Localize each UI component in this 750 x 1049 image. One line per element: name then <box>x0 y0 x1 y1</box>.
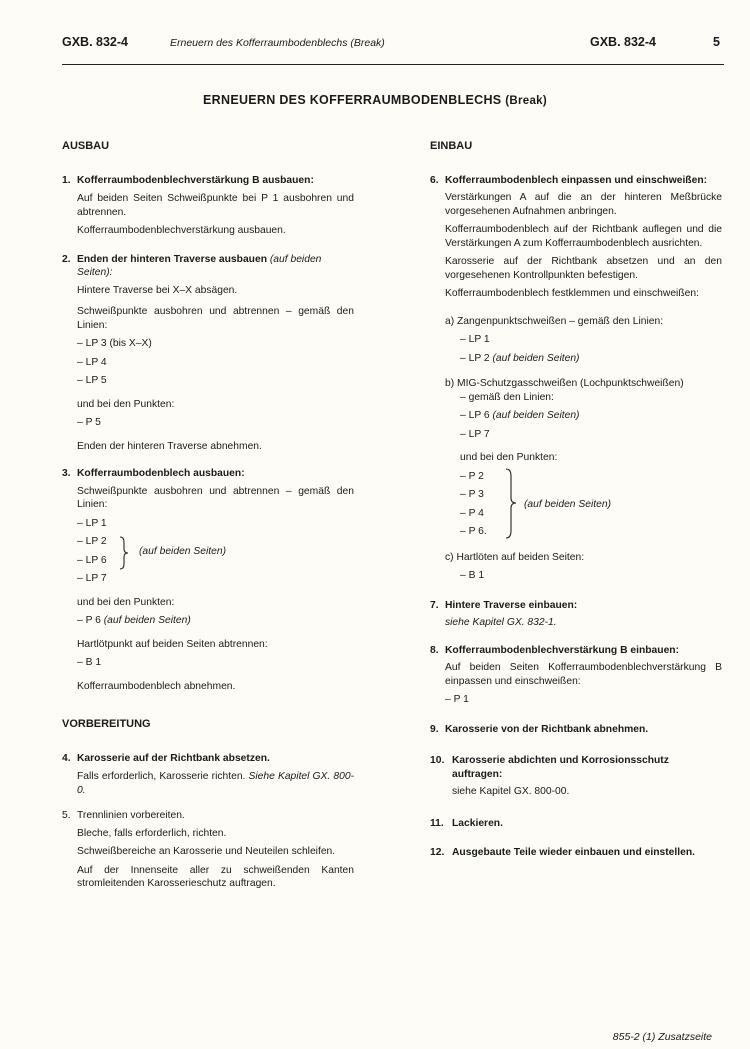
step-12 <box>430 846 722 860</box>
step-heading: Enden der hinteren Traverse ausbauen <box>77 253 267 265</box>
section-heading-ausbau: AUSBAU <box>62 140 110 152</box>
step-text: Bleche, falls erforderlich, richten. <box>77 827 227 839</box>
list-item: – LP 2 <box>460 352 490 364</box>
page-title-suffix: (Break) <box>505 95 547 107</box>
list-item: – LP 1 <box>77 517 107 529</box>
step-heading: Lackieren. <box>452 817 503 829</box>
list-item: – LP 6 <box>77 554 107 566</box>
step-number: 11. <box>430 817 444 829</box>
page-footer: 855-2 (1) Zusatzseite <box>612 1031 712 1043</box>
list-item: – B 1 <box>460 570 485 581</box>
list-item: – LP 7 <box>460 428 490 440</box>
list-item: – LP 3 (bis X–X) <box>77 338 152 349</box>
step-text: und bei den Punkten: <box>77 596 175 608</box>
step-text: Verstärkungen A auf die an der hinteren Meßbrücke vorgesehenen Aufnahmen anbringen. <box>445 192 722 217</box>
step-heading-note: (auf beiden Seiten): <box>77 253 322 278</box>
step-8 <box>430 644 722 707</box>
list-item: – P 5 <box>77 417 101 428</box>
step-number: 5. <box>62 810 71 821</box>
step-text: Enden der hinteren Traverse abnehmen. <box>77 440 262 452</box>
page-title-main: ERNEUERN DES KOFFERRAUMBODENBLECHS <box>203 93 502 107</box>
step-text: Auf der Innenseite aller zu schweißenden Kanten stromleitenden Karosserieschutz auftragen. <box>77 864 354 889</box>
step-text: Hartlötpunkt auf beiden Seiten abtrennen: <box>77 638 268 650</box>
step-2 <box>62 253 354 454</box>
step-text: Falls erforderlich, Karosserie richten. <box>77 771 246 782</box>
step-1 <box>62 174 354 238</box>
step-text: Schweißpunkte ausbohren und abtrennen – gemäß den Linien: <box>77 485 354 510</box>
list-item: – LP 6 <box>460 410 490 421</box>
step-reference: siehe Kapitel GX. 800-00. <box>452 786 570 797</box>
header-code-left: GXB. 832-4 <box>62 35 129 49</box>
step-text: Auf beiden Seiten Schweißpunkte bei P 1 ausbohren und abtrennen. <box>77 193 354 218</box>
header-code-right: GXB. 832-4 <box>590 35 657 49</box>
brace-note: (auf beiden Seiten) <box>524 498 612 510</box>
list-item: – P 1 <box>445 694 469 705</box>
step-7 <box>430 599 722 630</box>
step-heading: Kofferraumbodenblech einpassen und einschweißen: <box>445 174 708 186</box>
step-text: Hintere Traverse bei X–X absägen. <box>77 284 238 296</box>
page-title <box>0 94 750 109</box>
step-number: 4. <box>62 752 71 764</box>
list-item: – LP 7 <box>77 573 107 584</box>
step-text: Auf beiden Seiten Kofferraumbodenblechverstärkung B einpassen und einschweißen: <box>445 662 722 687</box>
list-item: – P 6. <box>460 526 487 537</box>
step-number: 7. <box>430 599 439 611</box>
step-heading: Kofferraumbodenblech ausbauen: <box>77 468 245 479</box>
step-5 <box>62 809 354 891</box>
substep-b: b) MIG-Schutzgasschweißen (Lochpunktschweißen) <box>445 378 684 389</box>
list-item: – LP 5 <box>77 375 107 386</box>
list-item-note: (auf beiden Seiten) <box>103 615 191 626</box>
step-11 <box>430 817 722 831</box>
left-column <box>62 140 354 896</box>
brace-note: (auf beiden Seiten) <box>139 546 227 557</box>
step-text: Kofferraumbodenblech abnehmen. <box>77 680 236 692</box>
page-number: 5 <box>713 35 720 49</box>
list-item: – P 4 <box>460 507 484 519</box>
step-text: und bei den Punkten: <box>77 398 175 410</box>
step-4 <box>62 752 354 798</box>
step-heading: Karosserie abdichten und Korrosionsschutz auftragen: <box>452 755 669 780</box>
step-text: Karosserie auf der Richtbank absetzen und an den vorgesehenen Kontrollpunkten befestigen. <box>445 256 722 281</box>
step-heading: Hintere Traverse einbauen: <box>445 599 578 611</box>
step-number: 10. <box>430 755 445 766</box>
step-number: 3. <box>62 468 71 479</box>
step-text: Schweißbereiche an Karosserie und Neuteilen schleifen. <box>77 846 336 857</box>
brace-icon <box>505 468 517 540</box>
step-number: 9. <box>430 723 439 735</box>
list-item: – LP 2 <box>77 536 107 547</box>
step-text: und bei den Punkten: <box>460 452 558 463</box>
substep-a: a) Zangenpunktschweißen – gemäß den Linien: <box>445 315 664 327</box>
step-text: Kofferraumbodenblechverstärkung ausbauen. <box>77 225 286 236</box>
step-6 <box>430 174 722 583</box>
step-heading: Kofferraumbodenblechverstärkung B einbauen: <box>445 644 680 656</box>
list-item: – P 6 <box>77 615 101 626</box>
list-item: – P 2 <box>460 470 484 482</box>
step-number: 8. <box>430 644 439 656</box>
step-number: 12. <box>430 847 445 858</box>
list-item: – P 3 <box>460 489 484 500</box>
step-heading: Karosserie auf der Richtbank absetzen. <box>77 752 270 764</box>
step-heading: Karosserie von der Richtbank abnehmen. <box>445 723 649 735</box>
step-heading: Kofferraumbodenblechverstärkung B ausbauen: <box>77 174 314 186</box>
step-text: Kofferraumbodenblech auf der Richtbank auflegen und die Verstärkungen A zum Kofferraumbodenblech ausrichten. <box>445 224 722 249</box>
step-reference: Siehe Kapitel GX. 800-0. <box>77 771 354 796</box>
list-item-note: (auf beiden Seiten) <box>492 410 580 421</box>
step-text: Kofferraumbodenblech festklemmen und einschweißen: <box>445 288 699 299</box>
step-reference: siehe Kapitel GX. 832-1. <box>445 617 557 628</box>
list-item: – gemäß den Linien: <box>460 391 554 403</box>
step-number: 6. <box>430 174 439 186</box>
substep-c: c) Hartlöten auf beiden Seiten: <box>445 551 585 563</box>
step-10 <box>430 754 722 799</box>
step-text: Schweißpunkte ausbohren und abtrennen – gemäß den Linien: <box>77 306 354 331</box>
step-number: 2. <box>62 253 71 265</box>
right-column <box>430 140 722 860</box>
section-heading-vorbereitung: VORBEREITUNG <box>62 718 151 730</box>
step-3 <box>62 467 354 693</box>
list-item: – LP 1 <box>460 334 490 345</box>
list-item: – B 1 <box>77 657 102 668</box>
step-heading: Trennlinien vorbereiten. <box>77 810 185 821</box>
step-heading: Ausgebaute Teile wieder einbauen und einstellen. <box>452 847 695 858</box>
list-item: – LP 4 <box>77 356 107 368</box>
step-number: 1. <box>62 174 71 186</box>
section-heading-einbau: EINBAU <box>430 140 473 152</box>
header-rule <box>62 64 724 65</box>
list-item-note: (auf beiden Seiten) <box>492 352 580 364</box>
brace-icon <box>119 536 129 570</box>
header-title: Erneuern des Kofferraumbodenblechs (Break) <box>170 37 385 49</box>
step-9 <box>430 723 722 737</box>
